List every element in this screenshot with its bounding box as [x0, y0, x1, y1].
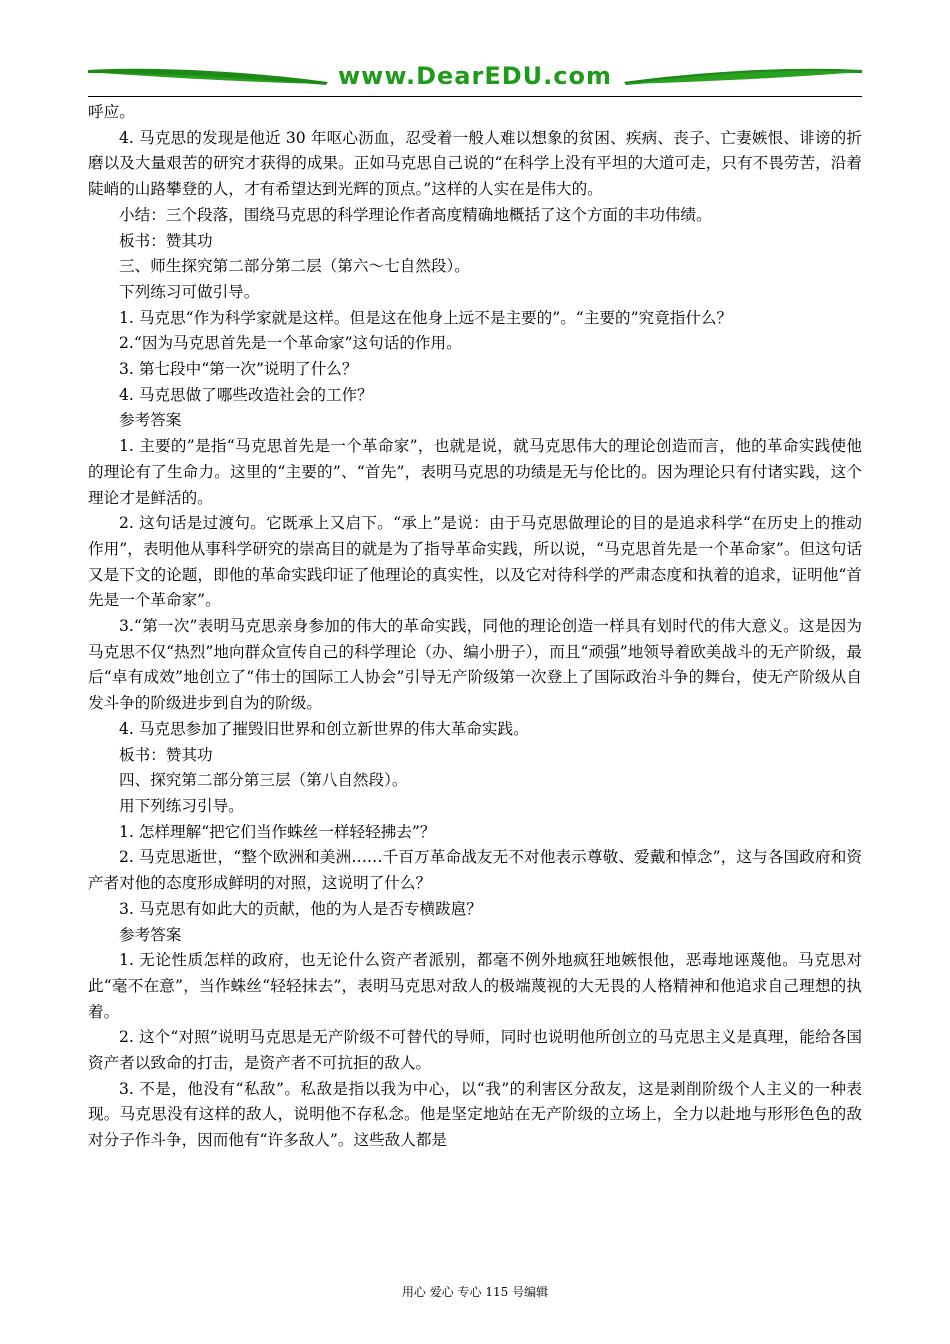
question: 3. 马克思有如此大的贡献，他的为人是否专横跋扈？: [119, 899, 482, 918]
site-logo: www.DearEDU.com: [338, 62, 612, 90]
question: 1. 怎样理解“把它们当作蛛丝一样轻轻拂去”？: [119, 822, 436, 841]
paragraph: 板书：赞其功: [119, 231, 213, 250]
answers-heading: 参考答案: [119, 411, 182, 430]
paragraph: 4. 马克思的发现是他近 30 年呕心沥血，忍受着一般人难以想象的贫困、疾病、丧子、亡妻嫉恨、诽谤的折磨以及大量艰苦的研究才获得的成果。正如马克思自己说的“在科学上没有平坦的大道可走，只有不畏劳苦，沿着陡峭的山路攀登的人，才有希望达到光辉的顶点。”这样的人实在是伟大的。: [88, 128, 862, 199]
section-heading: 三、师生探究第二部分第二层（第六～七自然段）。: [119, 257, 470, 276]
question: 3. 第七段中“第一次”说明了什么？: [119, 360, 358, 379]
paragraph: 板书：赞其功: [119, 745, 213, 764]
answer: 2. 这句话是过渡句。它既承上又启下。“承上”是说：由于马克思做理论的目的是追求科学“在历史上的推动作用”，表明他从事科学研究的崇高目的就是为了指导革命实践，所以说，“马克思首先是一个革命家”。但这句话又是下文的论题，即他的革命实践印证了他理论的真实性，以及它对待科学的严肃态度和执着的追求，证明他“首先是一个革命家”。: [88, 514, 862, 610]
page-footer: 用心 爱心 专心 115 号编辑: [401, 1285, 549, 1299]
paragraph: 呼应。: [88, 103, 135, 121]
answer: 1. 无论性质怎样的政府，也无论什么资产者派别，都毫不例外地疯狂地嫉恨他，恶毒地诬蔑他。马克思对此“毫不在意”，当作蛛丝“轻轻抹去”，表明马克思对敌人的极端蔑视的大无畏的人格精神和他追求自己理想的执着。: [88, 951, 862, 1021]
section-heading: 四、探究第二部分第三层（第八自然段）。: [119, 771, 408, 790]
question: 4. 马克思做了哪些改造社会的工作？: [119, 385, 373, 404]
answer: 3. 不是，他没有“私敌”。私敌是指以我为中心，以“我”的利害区分敌友，这是剥削阶级个人主义的一种表现。马克思没有这样的敌人，说明他不存私念。他是坚定地站在无产阶级的立场上，全力以赴地与形形色色的敌对分子作斗争，因而他有“许多敌人”。这些敌人都是: [88, 1079, 862, 1150]
paragraph: 下列练习可做引导。: [119, 282, 260, 301]
question: 1. 马克思“作为科学家就是这样。但是这在他身上远不是主要的”。“主要的”究竟指什么？: [119, 308, 733, 327]
answer: 3.“第一次”表明马克思亲身参加的伟大的革命实践，同他的理论创造一样具有划时代的伟大意义。这是因为马克思不仅“热烈”地向群众宣传自己的科学理论（办、编小册子），而且“顽强”地领导着欧美战斗的无产阶级，最后“卓有成效”地创立了“伟士的国际工人协会”引导无产阶级第一次登上了国际政治斗争的舞台，使无产阶级从自发斗争的阶级进步到自为的阶级。: [88, 617, 862, 713]
answer: 2. 这个“对照”说明马克思是无产阶级不可替代的导师，同时也说明他所创立的马克思主义是真理，能给各国资产者以致命的打击，是资产者不可抗拒的敌人。: [88, 1028, 862, 1073]
document-body: [88, 100, 862, 1154]
header-rule: [88, 96, 862, 97]
page-header: [88, 58, 862, 98]
question: 2. 马克思逝世，“整个欧洲和美洲……千百万革命战友无不对他表示尊敬、爱戴和悼念”，这与各国政府和资产者对他的态度形成鲜明的对照，这说明了什么？: [88, 848, 862, 893]
answer: 4. 马克思参加了摧毁旧世界和创立新世界的伟大革命实践。: [119, 719, 529, 738]
answers-heading: 参考答案: [119, 925, 182, 944]
answer: 1. 主要的”是指“马克思首先是一个革命家”，也就是说，就马克思伟大的理论创造而言，他的革命实践使他的理论有了生命力。这里的“主要的”、“首先”，表明马克思的功绩是无与伦比的。因为理论只有付诸实践，这个理论才是鲜活的。: [88, 437, 862, 507]
question: 2.“因为马克思首先是一个革命家”这句话的作用。: [119, 334, 462, 353]
paragraph: 用下列练习引导。: [119, 796, 244, 815]
paragraph: 小结：三个段落，围绕马克思的科学理论作者高度精确地概括了这个方面的丰功伟绩。: [119, 205, 712, 224]
